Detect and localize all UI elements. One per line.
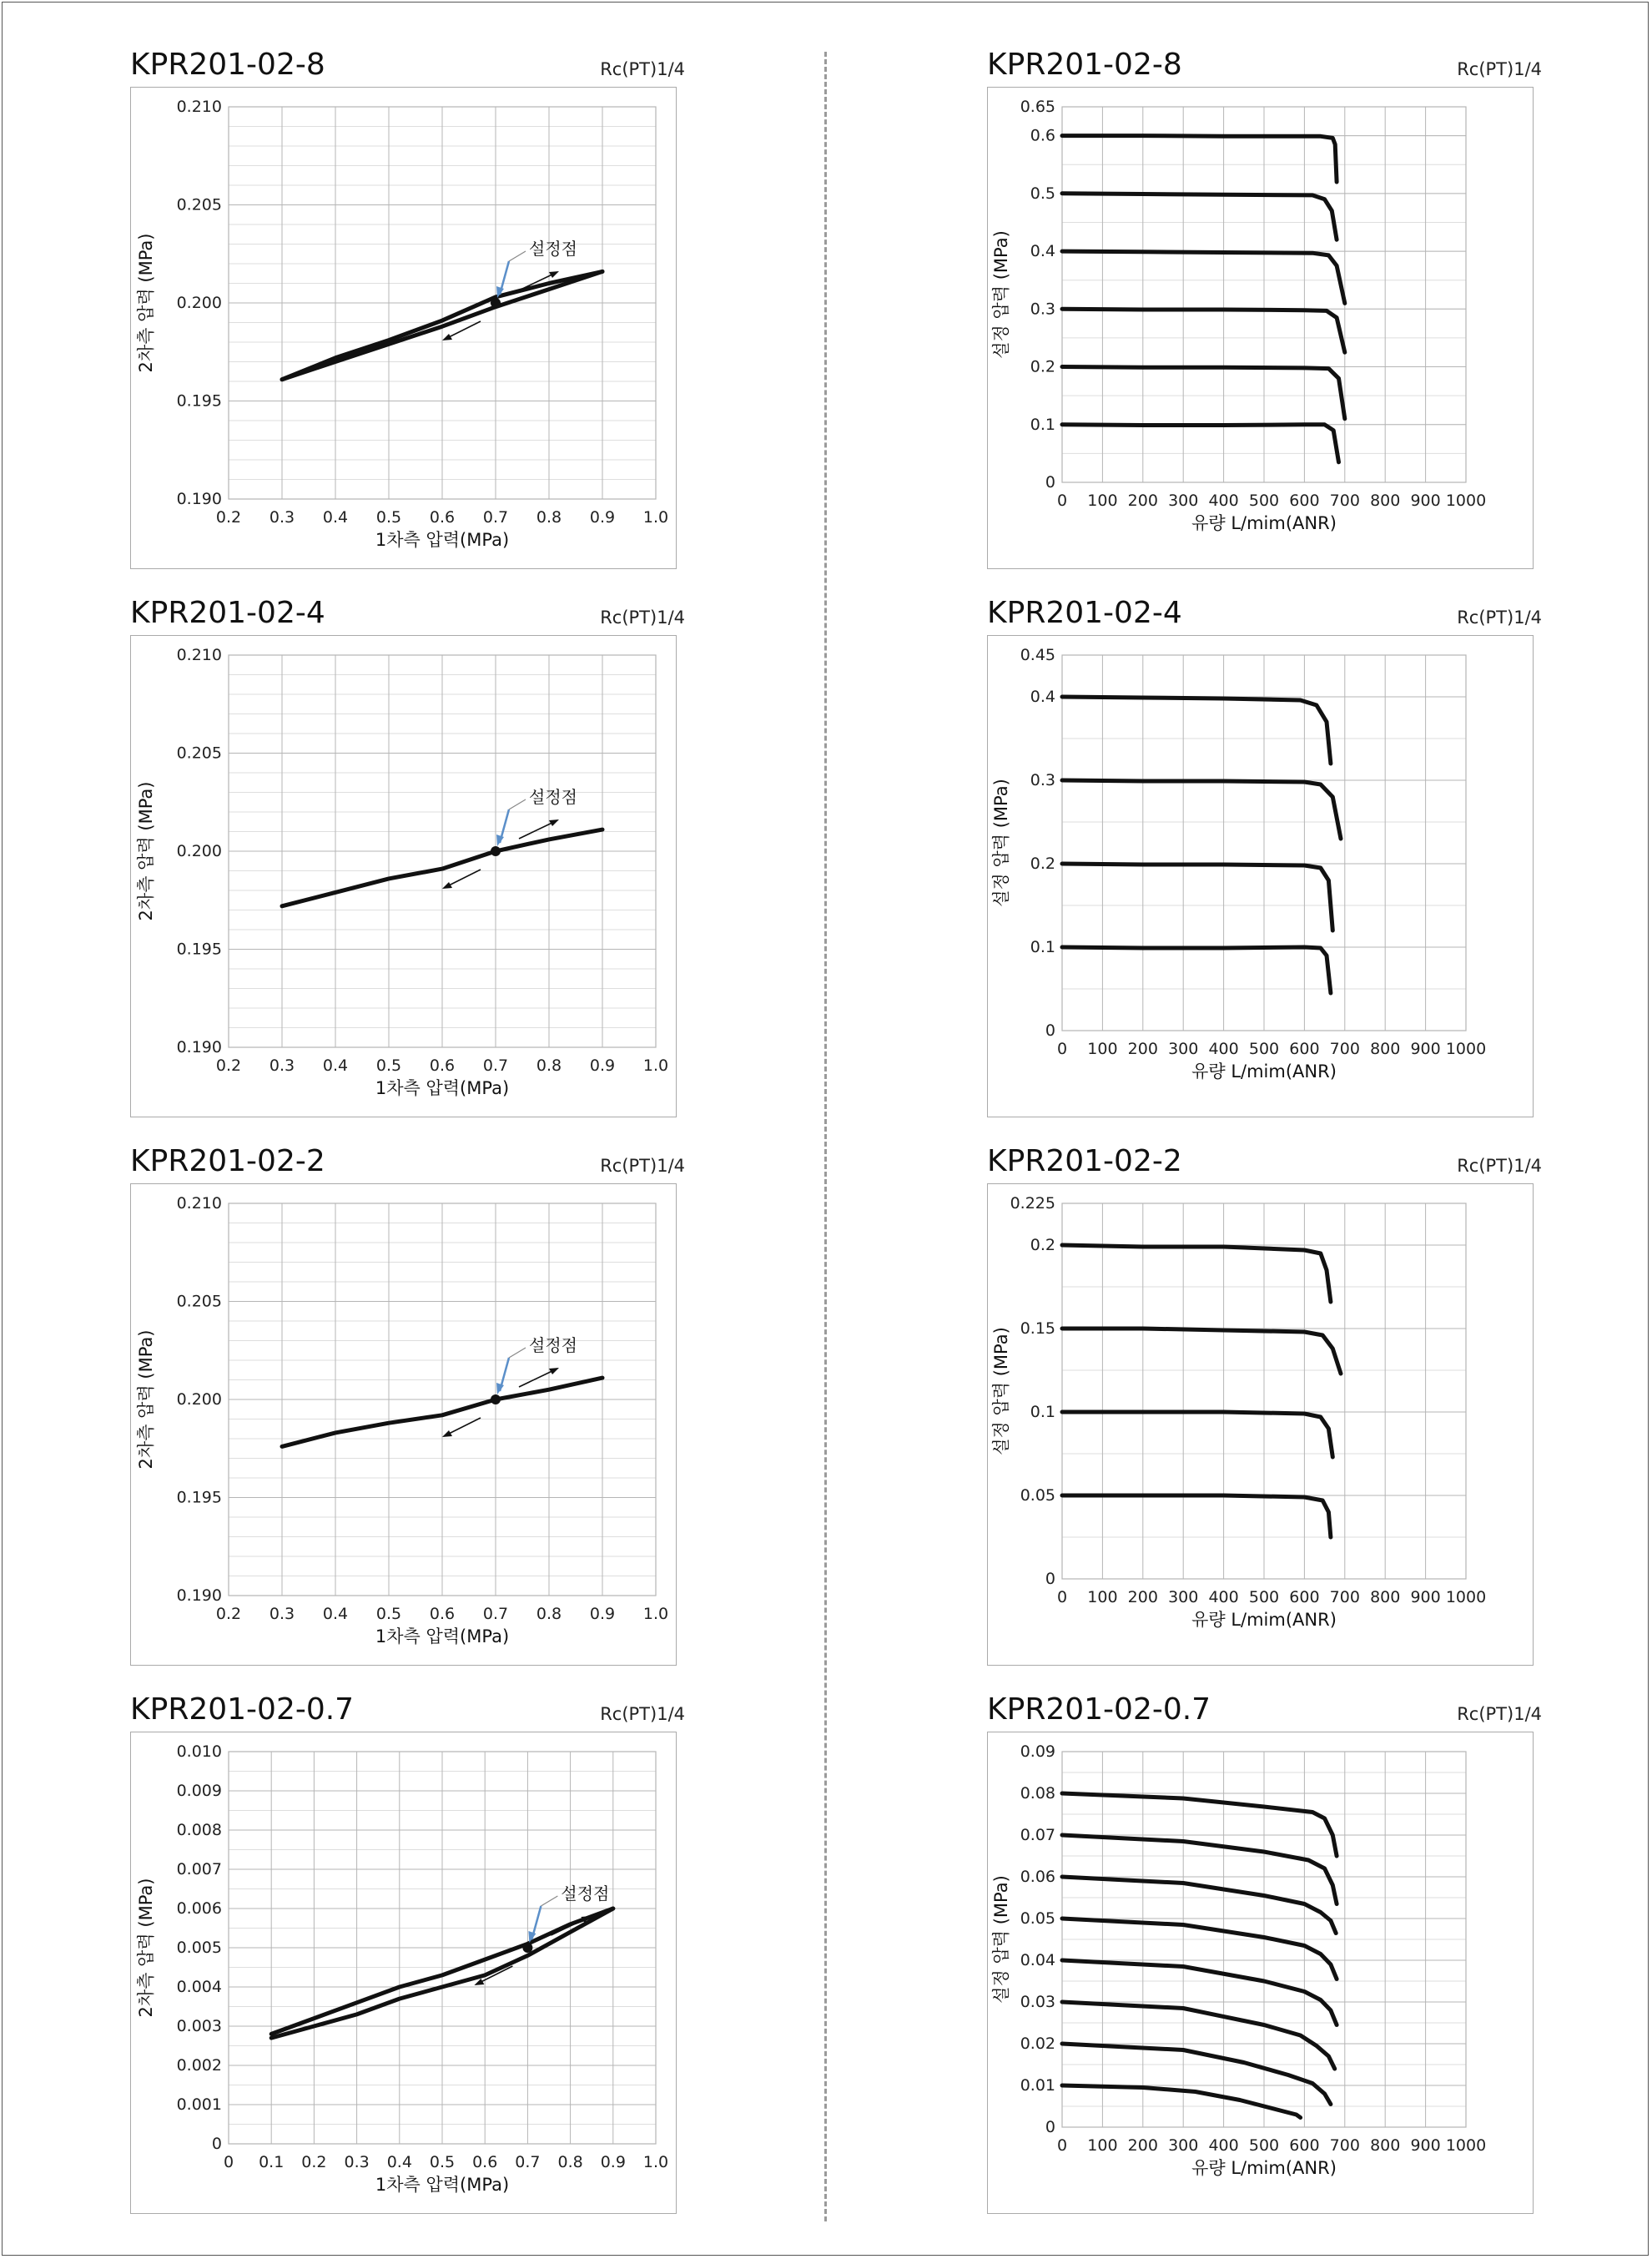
x-tick-label: 700 [1329,1588,1360,1606]
x-tick-label: 1.0 [642,1605,669,1623]
chart-panel-kpr201-02-4-flow [987,597,1542,1141]
x-tick-label: 400 [1208,492,1239,510]
grid [229,1203,656,1596]
y-tick-label: 0.1 [1030,1403,1055,1421]
port-spec: Rc(PT)1/4 [1457,59,1542,79]
x-tick-label: 0.7 [515,2153,541,2171]
y-tick-label: 0.006 [176,1899,222,1918]
y-tick-label: 0.001 [176,2095,222,2114]
pressure-characteristic-chart [130,1693,685,2237]
x-tick-label: 600 [1289,2136,1320,2155]
x-axis-label: 1차측 압력(MPa) [375,530,510,550]
y-tick-label: 0.195 [176,391,222,411]
x-tick-label: 0 [1056,2136,1068,2155]
x-tick-label: 100 [1087,2136,1118,2155]
y-tick-label: 0.02 [1020,2035,1055,2053]
setpoint-label-line [509,799,526,809]
y-tick-label: 0.07 [1020,1826,1055,1844]
y-tick-label: 0.1 [1030,938,1055,956]
chart-title: KPR201-02-0.7 [130,1692,355,1727]
x-tick-label: 0.5 [375,508,402,527]
y-axis-label: 설정 압력 (MPa) [991,1875,1011,2004]
x-tick-label: 0.3 [344,2153,370,2171]
x-tick-label: 0.2 [215,1056,242,1075]
chart-title: KPR201-02-8 [130,48,325,82]
series-line-8 [1062,2085,1301,2118]
y-tick-label: 0.004 [176,1978,222,1996]
y-tick-label: 0.008 [176,1821,222,1839]
setpoint-marker [491,846,501,856]
x-tick-label: 500 [1248,492,1280,510]
x-tick-label: 0 [1056,1588,1068,1606]
pressure-characteristic-chart [130,1145,685,1689]
x-tick-label: 600 [1289,492,1320,510]
increase-arrowhead [549,1368,559,1374]
y-tick-label: 0.210 [176,98,222,116]
x-tick-label: 500 [1248,1040,1280,1058]
y-axis-label: 설정 압력 (MPa) [991,779,1011,907]
x-tick-label: 700 [1329,2136,1360,2155]
y-tick-label: 0.195 [176,940,222,959]
y-tick-label: 0.3 [1030,300,1055,319]
y-tick-label: 0.06 [1020,1868,1055,1886]
grid [229,1752,656,2144]
x-tick-label: 0.3 [269,508,295,527]
chart-panel-kpr201-02-8-pressure [130,48,685,592]
y-tick-label: 0.3 [1030,771,1055,789]
y-tick-label: 0.45 [1020,646,1055,664]
y-tick-label: 0 [211,2135,222,2153]
pressure-characteristic-chart [130,48,685,592]
x-axis-label: 유량 L/mim(ANR) [1191,513,1337,533]
y-tick-label: 0.210 [176,1194,222,1213]
x-tick-label: 0.5 [429,2153,456,2171]
y-tick-label: 0.190 [176,490,222,508]
x-axis-label: 유량 L/mim(ANR) [1191,2158,1337,2178]
port-spec: Rc(PT)1/4 [1457,608,1542,628]
y-tick-label: 0 [1045,1570,1055,1588]
x-tick-label: 0.8 [536,1056,562,1075]
y-axis-label: 2차측 압력 (MPa) [136,1878,156,2018]
y-tick-label: 0.205 [176,744,222,763]
x-tick-label: 0.7 [482,1605,509,1623]
x-axis-label: 1차측 압력(MPa) [375,1078,510,1098]
increase-arrowhead [549,819,559,826]
series-line-6 [1062,2002,1335,2069]
y-tick-label: 0.1 [1030,415,1055,434]
x-tick-label: 1000 [1445,492,1487,510]
y-tick-label: 0 [1045,2118,1055,2136]
y-tick-label: 0.210 [176,646,222,664]
series-line-5 [1062,367,1345,419]
y-tick-label: 0.002 [176,2056,222,2075]
chart-title: KPR201-02-4 [130,596,325,630]
x-tick-label: 900 [1410,2136,1441,2155]
y-tick-label: 0.190 [176,1586,222,1605]
y-tick-label: 0.205 [176,195,222,214]
series-line-2 [1062,194,1337,240]
y-tick-label: 0.04 [1020,1951,1055,1969]
x-tick-label: 0.8 [536,1605,562,1623]
x-tick-label: 0.6 [472,2153,498,2171]
x-tick-label: 0.5 [375,1056,402,1075]
series-line-4 [1062,309,1345,352]
x-tick-label: 0.1 [259,2153,285,2171]
x-tick-label: 400 [1208,1588,1239,1606]
setpoint-label-line [509,251,526,261]
x-tick-label: 0.3 [269,1605,295,1623]
series-line-6 [1062,425,1339,462]
y-tick-label: 0.05 [1020,1909,1055,1928]
x-tick-label: 1000 [1445,1588,1487,1606]
setpoint-label: 설정점 [529,787,577,807]
x-tick-label: 100 [1087,492,1118,510]
x-tick-label: 900 [1410,1040,1441,1058]
setpoint-label-line [509,1348,526,1358]
y-tick-label: 0.205 [176,1292,222,1311]
y-axis-label: 2차측 압력 (MPa) [136,781,156,921]
setpoint-label: 설정점 [529,239,577,259]
decrease-arrowhead [442,334,452,340]
y-tick-label: 0.010 [176,1742,222,1761]
y-axis-label: 2차측 압력 (MPa) [136,233,156,373]
grid [229,107,656,499]
y-tick-label: 0.5 [1030,184,1055,203]
setpoint-arrowhead [496,835,504,846]
port-spec: Rc(PT)1/4 [600,59,685,79]
x-tick-label: 0.6 [429,508,456,527]
x-tick-label: 700 [1329,1040,1360,1058]
x-tick-label: 600 [1289,1588,1320,1606]
port-spec: Rc(PT)1/4 [600,1704,685,1724]
series-line-2 [1062,780,1341,839]
port-spec: Rc(PT)1/4 [600,608,685,628]
series-line-1 [1062,136,1337,182]
port-spec: Rc(PT)1/4 [1457,1704,1542,1724]
setpoint-label-line [541,1896,557,1906]
x-tick-label: 0.6 [429,1056,456,1075]
grid [1062,1203,1466,1579]
y-tick-label: 0.2 [1030,1236,1055,1254]
y-tick-label: 0.009 [176,1782,222,1800]
x-tick-label: 0.5 [375,1605,402,1623]
x-tick-label: 0.9 [589,508,616,527]
x-tick-label: 400 [1208,1040,1239,1058]
x-tick-label: 0.2 [215,1605,242,1623]
y-tick-label: 0.2 [1030,357,1055,376]
x-tick-label: 200 [1127,492,1158,510]
x-tick-label: 0 [223,2153,234,2171]
x-tick-label: 500 [1248,1588,1280,1606]
flow-characteristic-chart [987,1693,1542,2237]
y-tick-label: 0.200 [176,1390,222,1409]
x-tick-label: 200 [1127,2136,1158,2155]
x-tick-label: 900 [1410,492,1441,510]
x-tick-label: 1000 [1445,2136,1487,2155]
setpoint-label: 설정점 [529,1335,577,1355]
x-tick-label: 0.2 [215,508,242,527]
x-tick-label: 500 [1248,2136,1280,2155]
x-tick-label: 0.7 [482,508,509,527]
x-axis-label: 유량 L/mim(ANR) [1191,1610,1337,1630]
y-tick-label: 0.15 [1020,1319,1055,1338]
chart-panel-kpr201-02-2-pressure [130,1145,685,1689]
y-tick-label: 0 [1045,473,1055,492]
x-tick-label: 0.9 [589,1605,616,1623]
chart-title: KPR201-02-0.7 [987,1692,1211,1727]
flow-characteristic-chart [987,597,1542,1141]
setpoint-marker [491,298,501,308]
setpoint-label: 설정점 [561,1883,610,1904]
x-tick-label: 400 [1208,2136,1239,2155]
x-tick-label: 600 [1289,1040,1320,1058]
chart-panel-kpr201-02-0.7-flow [987,1693,1542,2237]
x-tick-label: 100 [1087,1040,1118,1058]
y-axis-label: 설정 압력 (MPa) [991,230,1011,359]
y-tick-label: 0.6 [1030,126,1055,145]
x-tick-label: 100 [1087,1588,1118,1606]
x-tick-label: 900 [1410,1588,1441,1606]
setpoint-arrowhead [496,1383,504,1394]
x-tick-label: 300 [1168,2136,1199,2155]
y-tick-label: 0.2 [1030,855,1055,873]
chart-title: KPR201-02-8 [987,48,1182,82]
chart-panel-kpr201-02-8-flow [987,48,1542,592]
decrease-arrowhead [442,1430,452,1437]
x-tick-label: 0.8 [557,2153,583,2171]
series-line-2 [1062,1835,1337,1904]
port-spec: Rc(PT)1/4 [600,1156,685,1176]
x-tick-label: 800 [1370,1588,1401,1606]
pressure-characteristic-chart [130,597,685,1141]
setpoint-marker [491,1394,501,1404]
x-tick-label: 1000 [1445,1040,1487,1058]
y-tick-label: 0.05 [1020,1486,1055,1505]
x-tick-label: 0.4 [322,508,349,527]
x-tick-label: 0.8 [536,508,562,527]
flow-characteristic-chart [987,1145,1542,1689]
y-tick-label: 0.65 [1020,98,1055,116]
y-tick-label: 0.225 [1010,1194,1055,1213]
y-tick-label: 0 [1045,1021,1055,1040]
chart-panel-kpr201-02-2-flow [987,1145,1542,1689]
y-tick-label: 0.200 [176,842,222,860]
x-axis-label: 1차측 압력(MPa) [375,2175,510,2195]
x-tick-label: 800 [1370,1040,1401,1058]
series-line-3 [1062,251,1345,303]
setpoint-marker [522,1943,532,1953]
grid [1062,655,1466,1031]
chart-panel-kpr201-02-4-pressure [130,597,685,1141]
x-tick-label: 0.6 [429,1605,456,1623]
series-line-2 [1062,1329,1341,1374]
x-tick-label: 1.0 [642,1056,669,1075]
y-tick-label: 0.09 [1020,1742,1055,1761]
x-tick-label: 200 [1127,1588,1158,1606]
series-line-3 [1062,1877,1336,1934]
column-divider [824,52,827,2221]
x-tick-label: 1.0 [642,2153,669,2171]
x-tick-label: 300 [1168,1040,1199,1058]
x-tick-label: 0.4 [322,1056,349,1075]
flow-characteristic-chart [987,48,1542,592]
grid [229,655,656,1047]
x-axis-label: 유량 L/mim(ANR) [1191,1061,1337,1082]
y-tick-label: 0.195 [176,1488,222,1507]
y-tick-label: 0.01 [1020,2076,1055,2095]
x-tick-label: 1.0 [642,508,669,527]
chart-panel-kpr201-02-0.7-pressure [130,1693,685,2237]
y-tick-label: 0.4 [1030,242,1055,261]
y-tick-label: 0.190 [176,1038,222,1056]
chart-title: KPR201-02-4 [987,596,1182,630]
x-tick-label: 800 [1370,492,1401,510]
x-tick-label: 0 [1056,492,1068,510]
x-tick-label: 200 [1127,1040,1158,1058]
series-line-1 [1062,1793,1337,1856]
x-tick-label: 0.9 [600,2153,626,2171]
chart-title: KPR201-02-2 [987,1144,1182,1178]
x-tick-label: 0.2 [301,2153,327,2171]
y-axis-label: 설정 압력 (MPa) [991,1327,1011,1455]
x-tick-label: 0 [1056,1040,1068,1058]
series-line-5 [1062,1960,1337,2025]
y-tick-label: 0.4 [1030,688,1055,706]
y-tick-label: 0.200 [176,294,222,312]
increase-arrowhead [549,271,559,278]
y-tick-label: 0.003 [176,2017,222,2035]
y-axis-label: 2차측 압력 (MPa) [136,1329,156,1470]
y-tick-label: 0.03 [1020,1993,1055,2011]
x-tick-label: 700 [1329,492,1360,510]
x-tick-label: 0.4 [386,2153,412,2171]
x-tick-label: 300 [1168,492,1199,510]
decrease-arrowhead [442,882,452,889]
chart-title: KPR201-02-2 [130,1144,325,1178]
x-tick-label: 0.7 [482,1056,509,1075]
y-tick-label: 0.08 [1020,1784,1055,1803]
x-tick-label: 0.4 [322,1605,349,1623]
port-spec: Rc(PT)1/4 [1457,1156,1542,1176]
x-tick-label: 300 [1168,1588,1199,1606]
x-tick-label: 0.9 [589,1056,616,1075]
y-tick-label: 0.005 [176,1939,222,1957]
x-tick-label: 0.3 [269,1056,295,1075]
x-tick-label: 800 [1370,2136,1401,2155]
x-axis-label: 1차측 압력(MPa) [375,1626,510,1646]
y-tick-label: 0.007 [176,1860,222,1878]
